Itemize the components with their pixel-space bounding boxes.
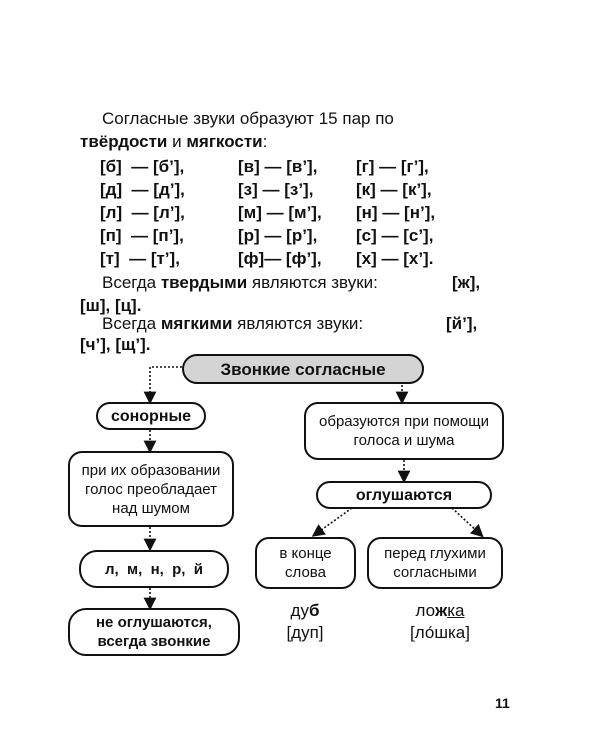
example-2-transcription: [ло́шка] (410, 623, 470, 642)
soft-term: мягкости (186, 132, 263, 151)
always-soft-sounds-2: [ч’], [щ’]. (80, 335, 151, 354)
hard-term: твёрдости (80, 132, 168, 151)
devoiced-text: оглушаются (355, 486, 453, 504)
voiced-consonants-title-text: Звонкие согласные (220, 359, 386, 379)
before-voiceless-text: перед глухими согласными (384, 545, 486, 581)
example-1 (260, 600, 350, 644)
example-2-word-end: ка (447, 601, 465, 620)
always-hard-rest: являются звуки: (251, 273, 378, 292)
sonorous-letters-box (79, 550, 229, 588)
pair-cell: [г] — [г’], (356, 157, 429, 176)
end-of-word-text: в конце слова (279, 545, 332, 581)
sonorous-result-text: не оглушаются, всегда звонкие (96, 614, 212, 650)
devoiced-box (316, 481, 492, 509)
pair-cell: [б] — [б’], (100, 157, 185, 176)
always-hard-word: твердыми (160, 273, 248, 292)
colon: : (262, 132, 268, 151)
formed-text: образуются при помощи голоса и шума (319, 413, 489, 449)
pair-cell: [н] — [н’], (356, 203, 436, 222)
always-hard-sounds-1: [ж], (452, 273, 481, 292)
voiced-consonants-title (182, 354, 424, 384)
example-1-word-mark: б (308, 601, 320, 620)
example-2-word-mark: ж (435, 601, 448, 620)
sonorous-text: сонорные (110, 407, 192, 425)
example-2-word-start: ло (415, 601, 436, 620)
example-1-word (260, 600, 350, 622)
sonorous-result-box (68, 608, 240, 656)
pair-cell: [л] — [л’], (100, 203, 185, 222)
pair-cell: [х] — [х’]. (356, 249, 434, 268)
pair-cell: [з] — [з’], (238, 180, 314, 199)
sonorous-letters-text: л, м, н, р, й (104, 560, 204, 578)
intro-text: Согласные звуки образуют 15 пар по (102, 109, 394, 128)
sonorous-description-text: при их образовании голос преобладает над шумом (81, 461, 221, 517)
always-soft-word: мягкими (160, 314, 233, 333)
pair-cell: [д] — [д’], (100, 180, 185, 199)
and-word: и (172, 132, 182, 151)
sonorous-box (96, 402, 206, 430)
sonorous-description-box (68, 451, 234, 527)
example-1-word-start: ду (290, 601, 309, 620)
example-2-word (390, 600, 490, 622)
always-hard-sounds-2: [ш], [ц]. (80, 296, 142, 315)
pair-cell: [ф]— [ф’], (238, 249, 322, 268)
pair-cell: [в] — [в’], (238, 157, 318, 176)
page-number: 11 (495, 695, 510, 711)
always-hard-prefix: Всегда (102, 273, 157, 292)
pair-cell: [к] — [к’], (356, 180, 432, 199)
before-voiceless-box (367, 537, 503, 589)
pair-cell: [п] — [п’], (100, 226, 184, 245)
formed-with-voice-and-noise-box (304, 402, 504, 460)
pair-cell: [с] — [с’], (356, 226, 434, 245)
pair-cell: [м] — [м’], (238, 203, 322, 222)
always-soft-prefix: Всегда (102, 314, 157, 333)
always-soft-sounds-1: [й’], (446, 314, 478, 333)
example-1-transcription: [дуп] (286, 623, 324, 642)
example-2 (390, 600, 490, 644)
always-soft-rest: являются звуки: (237, 314, 364, 333)
pair-cell: [р] — [р’], (238, 226, 318, 245)
pair-cell: [т] — [т’], (100, 249, 180, 268)
end-of-word-box (255, 537, 356, 589)
